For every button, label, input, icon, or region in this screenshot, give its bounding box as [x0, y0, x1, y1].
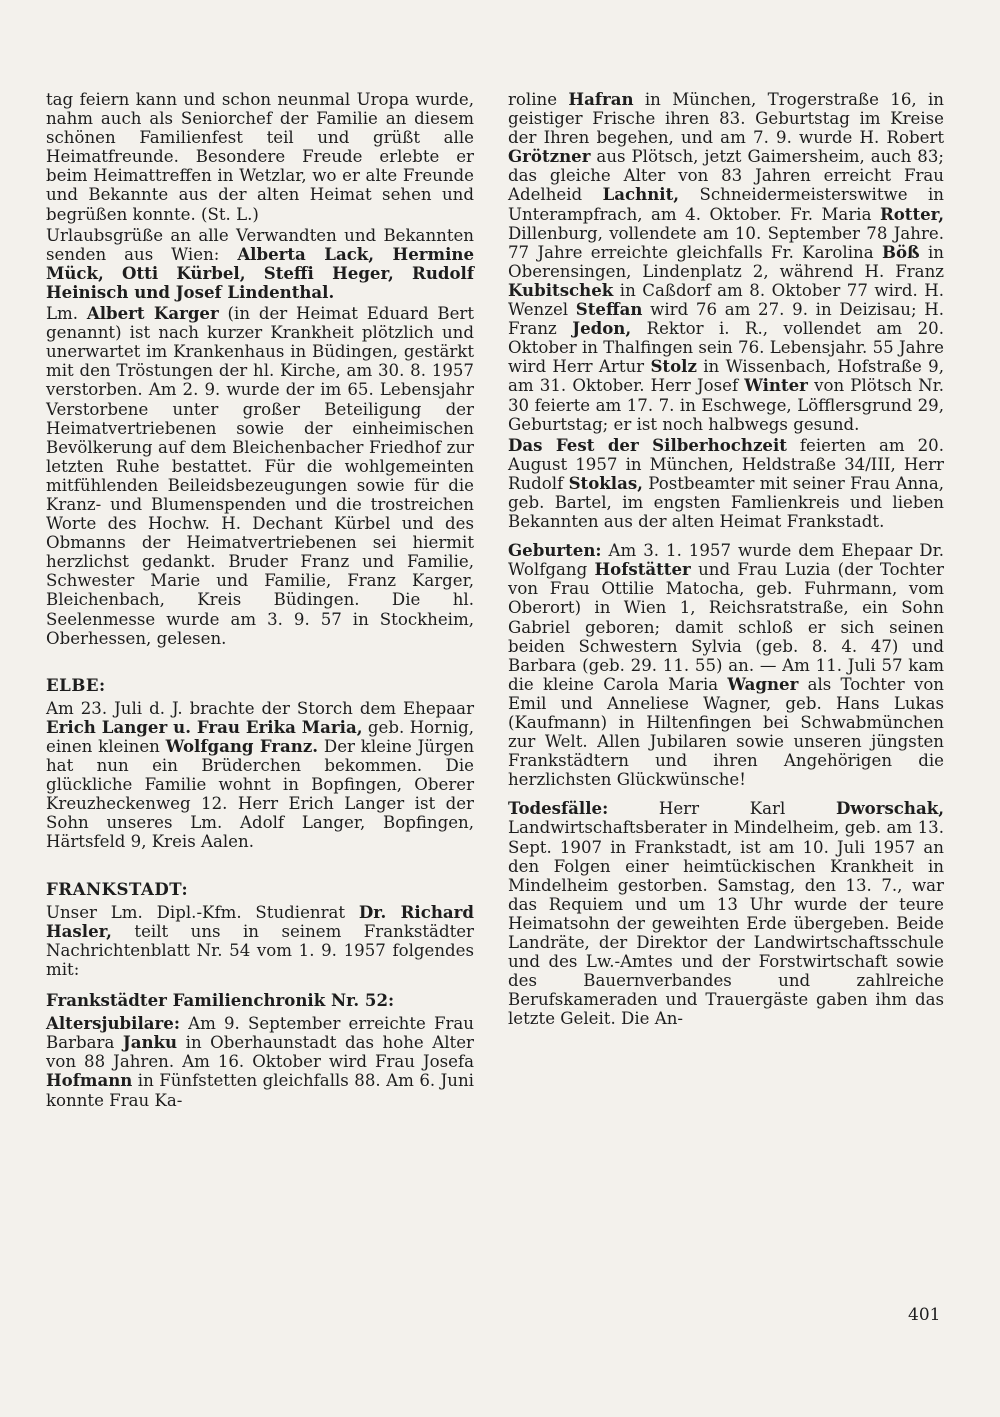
- paragraph-silberhochzeit: Das Fest der Silberhochzeit feierten am 20. August 1957 in München, Heldstraße 34/III, Herr Rudolf Stoklas, Postbeamter mit seiner Frau Anna, geb. Bartel, im engsten Famlienkreis und lieben Bekannten aus der alten Heimat Frankstadt.: [508, 434, 944, 532]
- names-bold: Alberta Lack, Hermine Mück, Otti Kürbel, Steffi Heger, Rudolf Heinisch und Josef Lindenthal.: [46, 243, 474, 302]
- paragraph-todesfaelle: Todesfälle: Herr Karl Dworschak, Landwirtschaftsberater in Mindelheim, geb. am 13. Sept. 1907 in Frankstadt, ist am 10. Juli 1957 an den Folgen einer heimtückischen Krankheit in Mindelheim gestorben. Samstag, den 13. 7., war das Requiem und um 13 Uhr wurde der teure Heimatsohn der geweihten Erde übergeben. Beide Landräte, der Direktor der Landwirtschaftsschule und des Lw.-Amtes und der Forstwirtschaft sowie des Bauernverbandes und zahlreiche Berufskameraden und Trauergäste gaben ihm das letzte Geleit. Die An-: [508, 798, 944, 1029]
- page-number: 401: [908, 1305, 941, 1325]
- subheading-familienchronik: Frankstädter Familienchronik Nr. 52:: [46, 990, 395, 1011]
- section-heading-frankstadt: FRANKSTADT:: [46, 878, 189, 899]
- paragraph-frankstadt-intro: Unser Lm. Dipl.-Kfm. Studienrat Dr. Richard Hasler, teilt uns in seinem Frankstädter Nachrichtenblatt Nr. 54 vom 1. 9. 1957 folgendes mit:: [46, 901, 474, 979]
- left-column: [46, 90, 474, 1120]
- name-albert-karger: Albert Karger: [86, 303, 219, 324]
- paragraph-jubilare-continued: roline Hafran in München, Trogerstraße 16, in geistiger Frische ihren 83. Geburtstag im Kreise der Ihren begehen, und am 7. 9. wurde H. Robert Grötzner aus Plötsch, jetzt Gaimersheim, auch 83; das gleiche Alter von 83 Jahren erreicht Frau Adelheid Lachnit, Schneidermeisterswitwe in Unterampfrach, am 4. Oktober. Fr. Maria Rotter, Dillenburg, vollendete am 10. September 78 Jahre. 77 Jahre erreichte gleichfalls Fr. Karolina Böß in Oberensingen, Lindenplatz 2, während H. Franz Kubitschek in Caßdorf am 8. Oktober 77 wird. H. Wenzel Steffan wird 76 am 27. 9. in Deizisau; H. Franz Jedon, Rektor i. R., vollendet am 20. Oktober in Thalfingen sein 76. Lebensjahr. 55 Jahre wird Herr Artur Stolz in Wissenbach, Hofstraße 9, am 31. Oktober. Herr Josef Winter von Plötsch Nr. 30 feierte am 17. 7. in Eschwege, Löfflersgrund 29, Geburtstag; er ist noch halbwegs gesund.: [508, 89, 945, 434]
- right-column: [508, 90, 944, 1039]
- paragraph-urlaubsgruesse: Urlaubsgrüße an alle Verwandten und Bekannten senden aus Wien: Alberta Lack, Hermine Mück, Otti Kürbel, Steffi Heger, Rudolf Heinisch und Josef Lindenthal.: [46, 225, 474, 302]
- paragraph-karger-obituary: Lm. Albert Karger (in der Heimat Eduard Bert genannt) ist nach kurzer Krankheit plötzlich und unerwartet im Krankenhaus in Büdingen, gestärkt mit den Tröstungen der hl. Kirche, am 30. 8. 1957 verstorben. Am 2. 9. wurde der im 65. Lebensjahr Verstorbene unter großer Beteiligung der Heimatvertriebenen sowie der einheimischen Bevölkerung auf dem Bleichenbacher Friedhof zur letzten Ruhe bestattet. Für die wohlgemeinten mitfühlenden Beileidsbezeugungen sowie für die Kranz- und Blumenspenden und die trostreichen Worte des Hochw. H. Dechant Kürbel und des Obmanns der Heimatvertriebenen sei hiermit herzlichst gedankt. Bruder Franz und Familie, Schwester Marie und Familie, Franz Karger, Bleichenbach, Kreis Büdingen. Die hl. Seelenmesse wurde am 3. 9. 57 in Stockheim, Oberhessen, gelesen.: [46, 303, 474, 648]
- paragraph-uropa: tag feiern kann und schon neunmal Uropa wurde, nahm auch als Seniorchef der Familie an diesem schönen Familienfest teil und grüßt alle Heimatfreunde. Besondere Freude erlebte er beim Heimattreffen in Wetzlar, wo er alte Freunde und Bekannte aus der alten Heimat sehen und begrüßen konnte. (St. L.): [46, 90, 474, 224]
- paragraph-altersjubilare: Altersjubilare: Am 9. September erreichte Frau Barbara Janku in Oberhaunstadt das hohe Alter von 88 Jahren. Am 16. Oktober wird Frau Josefa Hofmann in Fünfstetten gleichfalls 88. Am 6. Juni konnte Frau Ka-: [46, 1013, 474, 1110]
- paragraph-elbe: Am 23. Juli d. J. brachte der Storch dem Ehepaar Erich Langer u. Frau Erika Maria, geb. Hornig, einen kleinen Wolfgang Franz. Der kleine Jürgen hat nun ein Brüderchen bekommen. Die glückliche Familie wohnt in Bopfingen, Oberer Kreuzheckenweg 12. Herr Erich Langer ist der Sohn unseres Lm. Adolf Langer, Bopfingen, Härtsfeld 9, Kreis Aalen.: [46, 698, 475, 852]
- section-heading-elbe: ELBE:: [46, 674, 106, 695]
- paragraph-geburten: Geburten: Am 3. 1. 1957 wurde dem Ehepaar Dr. Wolfgang Hofstätter und Frau Luzia (der Tochter von Frau Ottilie Matocha, geb. Fuhrmann, vom Oberort) in Wien 1, Reichsratstraße, ein Sohn Gabriel geboren; damit schloß er sich seinen beiden Schwestern Sylvia (geb. 8. 4. 47) und Barbara (geb. 29. 11. 55) an. — Am 11. Juli 57 kam die kleine Carola Maria Wagner als Tochter von Emil und Anneliese Wagner, geb. Hans Lukas (Kaufmann) in Hiltenfingen bei Schwabmünchen zur Welt. Allen Jubilaren sowie unseren jüngsten Frankstädtern und ihren Angehörigen die herzlichsten Glückwünsche!: [508, 540, 944, 790]
